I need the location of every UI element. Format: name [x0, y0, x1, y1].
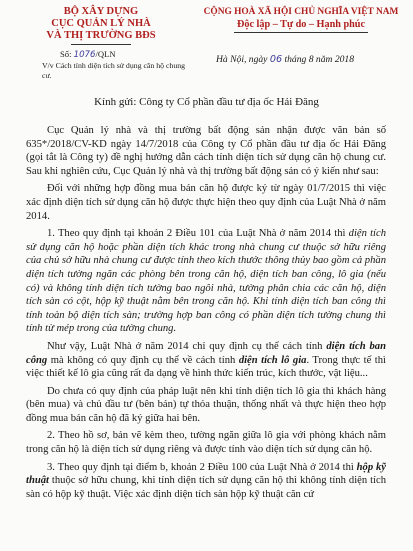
- doc-number-suffix: /QLN: [95, 49, 116, 59]
- date-rest: tháng 8 năm 2018: [282, 54, 355, 65]
- issuer-underline: [71, 44, 131, 45]
- paragraph: [26, 461, 386, 502]
- paragraph: Cục Quản lý nhà và thị trường bất động sản nhận được văn bản số 635*/2018/CV-KD ngày 14/7/2018 của Công ty Cổ phần đầu tư địa ốc Hải Đăng (gọi tắt là Công ty) đề nghị hướng dẫn cách tính diện tích sử dụng căn hộ chung cư. Sau khi nghiên cứu, Cục Quản lý nhà và thị trường bất động sản có ý kiến như sau:: [26, 125, 386, 177]
- emphasis-term: diện tích ban công: [26, 340, 386, 366]
- paragraph: [26, 340, 386, 381]
- doc-number-prefix: Số:: [60, 49, 74, 59]
- agency-name-line2: VÀ THỊ TRƯỜNG BĐS: [46, 30, 156, 41]
- italic-quote: diện tích sử dụng căn hộ hoặc phần diện tích khác trong nhà chung cư thuộc sở hữu riêng của chủ sở hữu nhà chung cư được tính theo kích thước thông thủy bao gồm cả phần diện tích tường ngăn các phòng bên trong căn hộ, diện tích ban công, lô gia (nếu có) và không tính diện tích tường bao ngôi nhà, tường phân chia các căn hộ, diện tích sàn có cột, hộp kỹ thuật nằm bên trong căn hộ. Khi tính diện tích ban công thì tính toàn bộ diện tích sàn; trường hợp ban công có phần diện tích tường chung thì tính từ mép trong của tường chung.: [26, 228, 386, 335]
- national-header: [196, 6, 406, 33]
- text-run: 1. Theo quy định tại khoản 2 Điều 101 của Luật Nhà ở năm 2014 thì: [47, 228, 349, 240]
- document-subject: V/v Cách tính diện tích sử dụng căn hộ chung cư.: [42, 61, 186, 80]
- emphasis-term: diện tích lô gia: [238, 354, 307, 366]
- paragraph: [26, 227, 386, 336]
- paragraph: Do chưa có quy định của pháp luật nên khi tính diện tích lô gia thì khách hàng (bên mua) và chủ đầu tư (bên bán) tự thỏa thuận, thống nhất và thực hiện theo hợp đồng mua bán căn hộ đã ký giữa hai bên.: [26, 385, 386, 424]
- recipient-greeting: Kính gửi: Công ty Cổ phần đầu tư địa ốc Hải Đăng: [94, 96, 319, 108]
- text-run: 3. Theo quy định tại điểm b, khoản 2 Điều 100 của Luật Nhà ở 2014 thì: [47, 461, 357, 473]
- country-name: CỘNG HOÀ XÃ HỘI CHỦ NGHĨA VIỆT NAM: [203, 7, 399, 17]
- motto-underline: [234, 32, 368, 33]
- text-run: Như vậy, Luật Nhà ở năm 2014 chỉ quy định cụ thể cách tính: [47, 340, 327, 352]
- paragraph: 2. Theo hồ sơ, bản vẽ kèm theo, tường ngăn giữa lô gia với phòng khách nằm trong căn hộ là diện tích sử dụng riêng và được tính vào diện tích sử dụng căn hộ.: [26, 430, 386, 456]
- text-run: mà không có quy định cụ thể về cách tính: [47, 354, 239, 366]
- letter-body: [26, 124, 386, 505]
- paragraph: Đối với những hợp đồng mua bán căn hộ được ký từ ngày 01/7/2015 thì việc xác định diện tích sử dụng căn hộ được thực hiện theo quy định của Luật Nhà ở năm 2014.: [26, 183, 386, 222]
- ministry-name: BỘ XÂY DỰNG: [63, 6, 139, 17]
- agency-name-line1: CỤC QUẢN LÝ NHÀ: [51, 18, 151, 29]
- date-day-handwritten: 06: [269, 54, 283, 65]
- text-run: . Trong thực tế thì việc thiết kế lô gia cũng rất đa dạng về hình thức kiến trúc, kích thước, vật liệu...: [26, 354, 386, 380]
- emphasis-term: hộp kỹ thuật: [26, 461, 386, 487]
- date-prefix: Hà Nội, ngày: [216, 54, 270, 65]
- national-motto: Độc lập – Tự do – Hạnh phúc: [237, 19, 365, 30]
- doc-number-handwritten: 1076: [73, 50, 96, 60]
- place-and-date: [216, 54, 354, 66]
- text-run: thuộc sở hữu chung, khi tính diện tích sử dụng căn hộ thì không tính diện tích sàn có hộp kỹ thuật. Việc xác định diện tích sàn hộp kỹ thuật căn cứ: [26, 475, 386, 500]
- issuer-header: [26, 6, 176, 45]
- document-number: [60, 49, 116, 61]
